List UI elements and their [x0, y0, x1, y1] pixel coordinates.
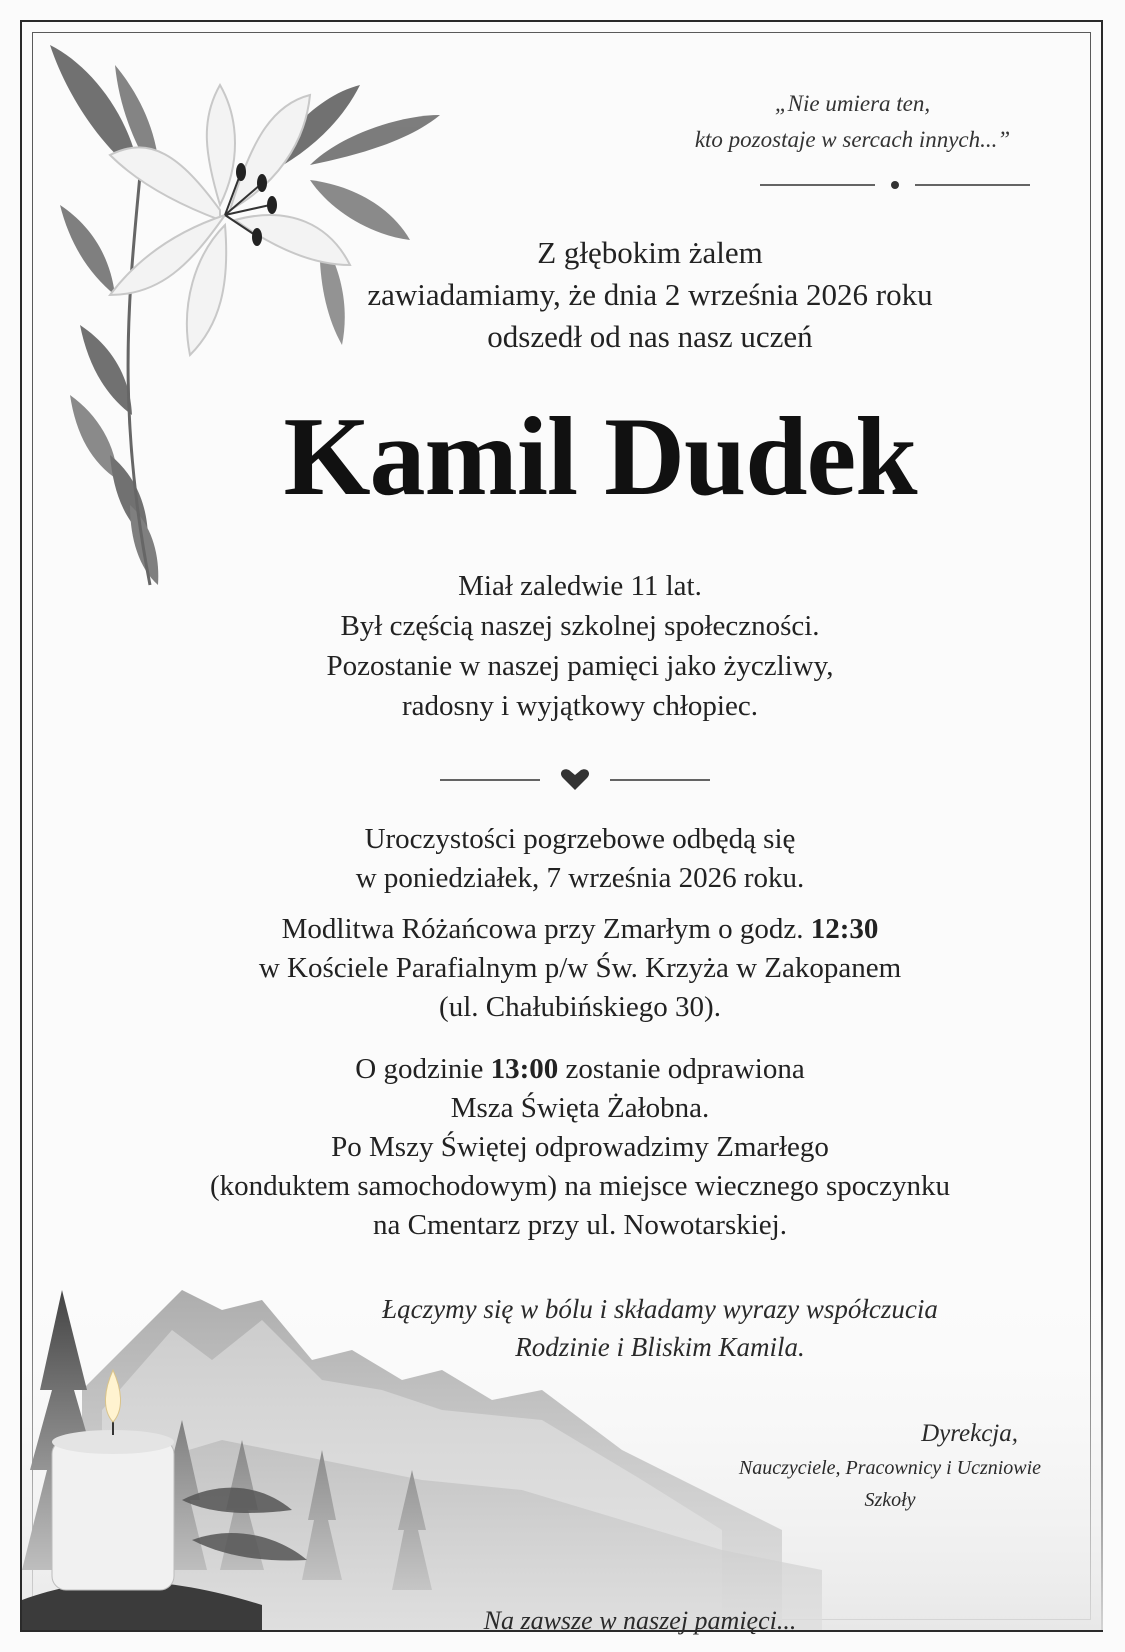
rosary-text: Modlitwa Różańcowa przy Zmarłym o godz. [281, 913, 811, 945]
mass-line-5: na Cmentarz przy ul. Nowotarskiej. [373, 1209, 787, 1241]
quote-line-2: kto pozostaje w sercach innych...” [694, 127, 1011, 152]
intro-text [300, 232, 1000, 358]
quote-divider [760, 180, 1030, 190]
quote-line-1: „Nie umiera ten, [774, 91, 931, 116]
description-line-2: Był częścią naszej szkolnej społeczności. [340, 610, 820, 642]
signature [700, 1416, 1080, 1516]
mass-time: 13:00 [490, 1053, 559, 1085]
rosary-line-3: (ul. Chałubińskiego 30). [439, 991, 721, 1023]
intro-line-2: zawiadamiamy, że dnia 2 września 2026 roku [367, 277, 933, 312]
signature-line-1: Dyrekcja, [921, 1420, 1018, 1447]
condolence-text [300, 1290, 1020, 1366]
mass-pre: O godzinie [355, 1053, 491, 1085]
deceased-name: Kamil Dudek [283, 395, 917, 519]
ceremony-line-1: Uroczystości pogrzebowe odbędą się [364, 823, 796, 855]
heart-icon [561, 769, 589, 790]
description-text [230, 566, 930, 726]
footer-text: Na zawsze w naszej pamięci... [483, 1606, 797, 1635]
ceremony-info [180, 820, 980, 898]
mass-line-3: Po Mszy Świętej odprowadzimy Zmarłego [331, 1131, 829, 1163]
signature-line-2: Nauczyciele, Pracownicy i Uczniowie [738, 1457, 1042, 1479]
mass-info [120, 1050, 1040, 1245]
mass-line-1 [120, 1050, 1040, 1089]
rosary-line-2: w Kościele Parafialnym p/w Św. Krzyża w Zakopanem [258, 952, 902, 984]
mass-line-2: Msza Święta Żałobna. [450, 1092, 710, 1124]
mass-post: zostanie odprawiona [558, 1053, 805, 1085]
condolence-line-2: Rodzinie i Bliskim Kamila. [515, 1332, 805, 1362]
mass-line-4: (konduktem samochodowym) na miejsce wiecznego spoczynku [209, 1170, 951, 1202]
description-line-4: radosny i wyjątkowy chłopiec. [402, 690, 758, 722]
memorial-quote [660, 86, 1045, 158]
description-line-1: Miał zaledwie 11 lat. [458, 570, 702, 602]
rosary-line-1 [140, 910, 1020, 949]
heart-divider [440, 768, 710, 792]
ceremony-line-2: w poniedziałek, 7 września 2026 roku. [355, 862, 805, 894]
rosary-info [140, 910, 1020, 1027]
condolence-line-1: Łączymy się w bólu i składamy wyrazy współczucia [382, 1294, 938, 1324]
intro-line-3: odszedł od nas nasz uczeń [487, 319, 813, 354]
signature-line-3: Szkoły [864, 1489, 916, 1511]
rosary-time: 12:30 [810, 913, 879, 945]
description-line-3: Pozostanie w naszej pamięci jako życzliwy, [326, 650, 834, 682]
intro-line-1: Z głębokim żalem [537, 235, 763, 270]
